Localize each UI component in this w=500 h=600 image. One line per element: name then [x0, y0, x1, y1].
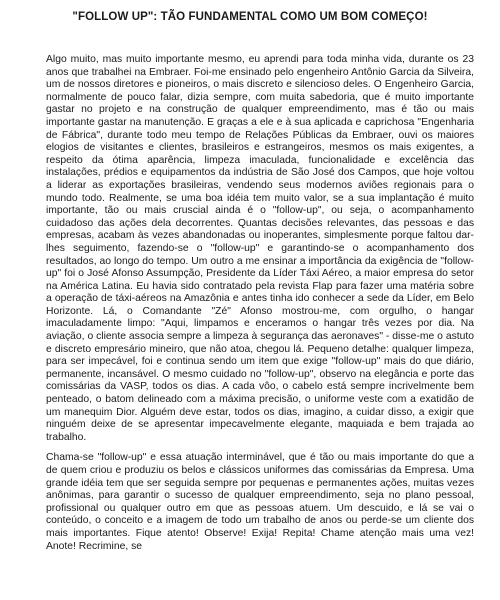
paragraph-1: Algo muito, mas muito importante mesmo, eu aprendi para toda minha vida, durante os 23 anos que trabalhei na Embraer. Foi-me ensinado pelo engenheiro Antônio Garcia da Silveira, um de nossos diretores e pioneiros, o mais discreto e silencioso deles. O Engenheiro Garcia, normalmente de pouco falar, dizia sempre, com muita sabedoria, que é muito importante gastar no projeto e na construção de qualquer empreendimento, mas é tão ou mais importante gastar na manutenção. E graças a ele e à sua aplicada e caprichosa "Engenharia de Fábrica", durante todo meu tempo de Relações Públicas da Embraer, ouvi os maiores elogios de visitantes e clientes, brasileiros e estrangeiros, mesmos os mais exigentes, a respeito da ótima aparência, limpeza imaculada, funcionalidade e excelência das instalações, prédios e equipamentos da indústria de São José dos Campos, que hoje voltou a liderar as exportações brasileiras, vendendo seus modernos aviões regionais para o mundo todo. Realmente, se uma boa idéia tem muito valor, se a sua implantação é muito importante, tão ou mais cruscial ainda é o "follow-up", ou seja, o acompanhamento cuidadoso das ações dela decorrentes. Quantas decisões relevantes, das pessoas e das empresas, acabam às vezes abandonadas ou inoperantes, simplesmente porque faltou dar-lhes seguimento, fazendo-se o "follow-up" e garantindo-se o acompanhamento dos resultados, ao longo do tempo. Um outro a me ensinar a importância da exigência de "follow-up" foi o José Afonso Assumpção, Presidente da Líder Táxi Aéreo, a maior empresa do setor na América Latina. Eu havia sido contratado pela revista Flap para fazer uma matéria sobre a operação de táxi-aéreos na Amazônia e antes tinha ido conhecer a sede da Líder, em Belo Horizonte. Lá, o Comandante "Zé" Afonso mostrou-me, com orgulho, o hangar imaculadamente limpo: "Aqui, limpamos e enceramos o hangar três vezes por dia. Na aviação, o cliente associa sempre a limpeza à segurança das aeronaves" - disse-me o astuto e discreto empresário mineiro, que não atoa, chegou lá. Pequeno detalhe: qualquer limpeza, para ser impecável, foi e continua sendo um item que exige "follow-up" mais do que diário, permanente, incansável. O mesmo cuidado no "follow-up", observo na elegância e porte das comissárias da VASP, todos os dias. A cada vôo, o cabelo está sempre incrivelmente bem penteado, o batom delineado com a máxima precisão, o uniforme veste com a exatidão de um manequim Dior. Alguém deve estar, todos os dias, imagino, a cuidar disso, a exigir que ninguém deixe de se apresentar impecavelmente elegante, maquiada e bem trajada ao trabalho.	[46, 54, 474, 443]
document-body	[46, 54, 474, 561]
paragraph-2: Chama-se "follow-up" e essa atuação interminável, que é tão ou mais importante do que a de quem criou e produziu os belos e clássicos uniformes das comissárias da Empresa. Uma grande idéia tem que ser seguida sempre por pequenas e permanentes ações, muitas vezes anônimas, para garantir o sucesso de qualquer empreendimento, seja no plano pessoal, profissional ou qualquer outro em que as pessoas atuem. Um descuido, e lá se vai o conteúdo, o conceito e a imagem de todo um trabalho de anos ou perde-se um cliente dos mais importantes. Fique atento! Observe! Exija! Repita! Chame atenção mais uma vez! Anote! Recrimine, se	[46, 452, 474, 552]
document-title: "FOLLOW UP": TÃO FUNDAMENTAL COMO UM BOM COMEÇO!	[72, 11, 428, 23]
